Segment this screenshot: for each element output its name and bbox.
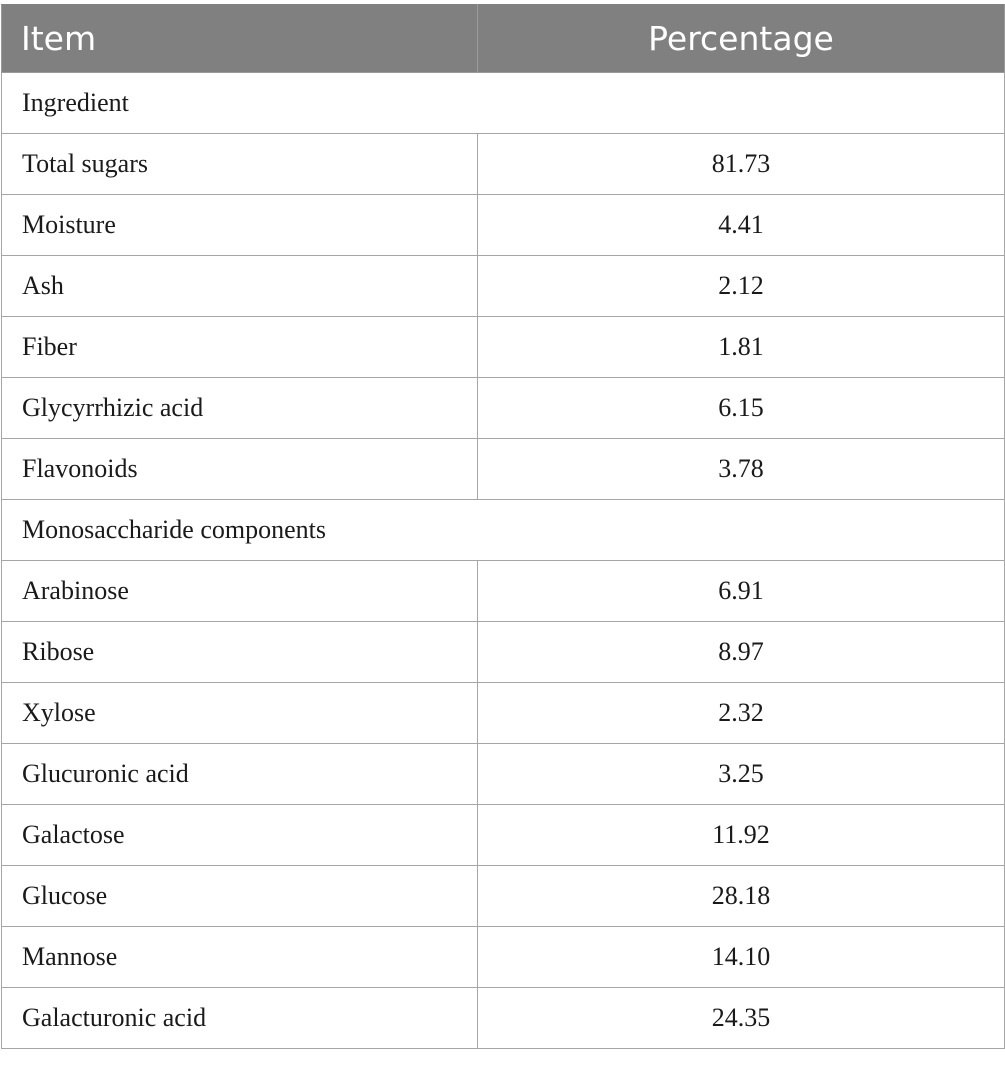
percentage-cell: 6.15	[478, 378, 1005, 439]
item-cell: Arabinose	[2, 561, 478, 622]
table-row	[2, 317, 1005, 378]
table-row	[2, 805, 1005, 866]
percentage-cell: 4.41	[478, 195, 1005, 256]
item-cell: Flavonoids	[2, 439, 478, 500]
percentage-cell: 81.73	[478, 134, 1005, 195]
item-cell: Glucuronic acid	[2, 744, 478, 805]
table-header	[2, 5, 1005, 73]
header-percentage: Percentage	[478, 5, 1005, 73]
percentage-cell: 8.97	[478, 622, 1005, 683]
table-row	[2, 561, 1005, 622]
table-row	[2, 134, 1005, 195]
item-cell: Moisture	[2, 195, 478, 256]
composition-table	[1, 4, 1005, 1049]
item-cell: Mannose	[2, 927, 478, 988]
percentage-cell: 14.10	[478, 927, 1005, 988]
percentage-cell: 11.92	[478, 805, 1005, 866]
table-body	[2, 73, 1005, 1049]
table-row	[2, 622, 1005, 683]
table-row	[2, 927, 1005, 988]
section-label: Monosaccharide components	[2, 500, 1005, 561]
section-row	[2, 73, 1005, 134]
percentage-cell: 3.25	[478, 744, 1005, 805]
table-row	[2, 378, 1005, 439]
item-cell: Xylose	[2, 683, 478, 744]
table-row	[2, 683, 1005, 744]
percentage-cell: 1.81	[478, 317, 1005, 378]
percentage-cell: 2.32	[478, 683, 1005, 744]
item-cell: Glucose	[2, 866, 478, 927]
table-row	[2, 744, 1005, 805]
table-row	[2, 256, 1005, 317]
item-cell: Glycyrrhizic acid	[2, 378, 478, 439]
percentage-cell: 6.91	[478, 561, 1005, 622]
header-row	[2, 5, 1005, 73]
header-item: Item	[2, 5, 478, 73]
percentage-cell: 2.12	[478, 256, 1005, 317]
section-label: Ingredient	[2, 73, 1005, 134]
item-cell: Total sugars	[2, 134, 478, 195]
item-cell: Fiber	[2, 317, 478, 378]
item-cell: Galacturonic acid	[2, 988, 478, 1049]
table-row	[2, 439, 1005, 500]
item-cell: Ash	[2, 256, 478, 317]
percentage-cell: 24.35	[478, 988, 1005, 1049]
table-row	[2, 988, 1005, 1049]
percentage-cell: 3.78	[478, 439, 1005, 500]
section-row	[2, 500, 1005, 561]
table-row	[2, 866, 1005, 927]
percentage-cell: 28.18	[478, 866, 1005, 927]
item-cell: Ribose	[2, 622, 478, 683]
table-row	[2, 195, 1005, 256]
item-cell: Galactose	[2, 805, 478, 866]
